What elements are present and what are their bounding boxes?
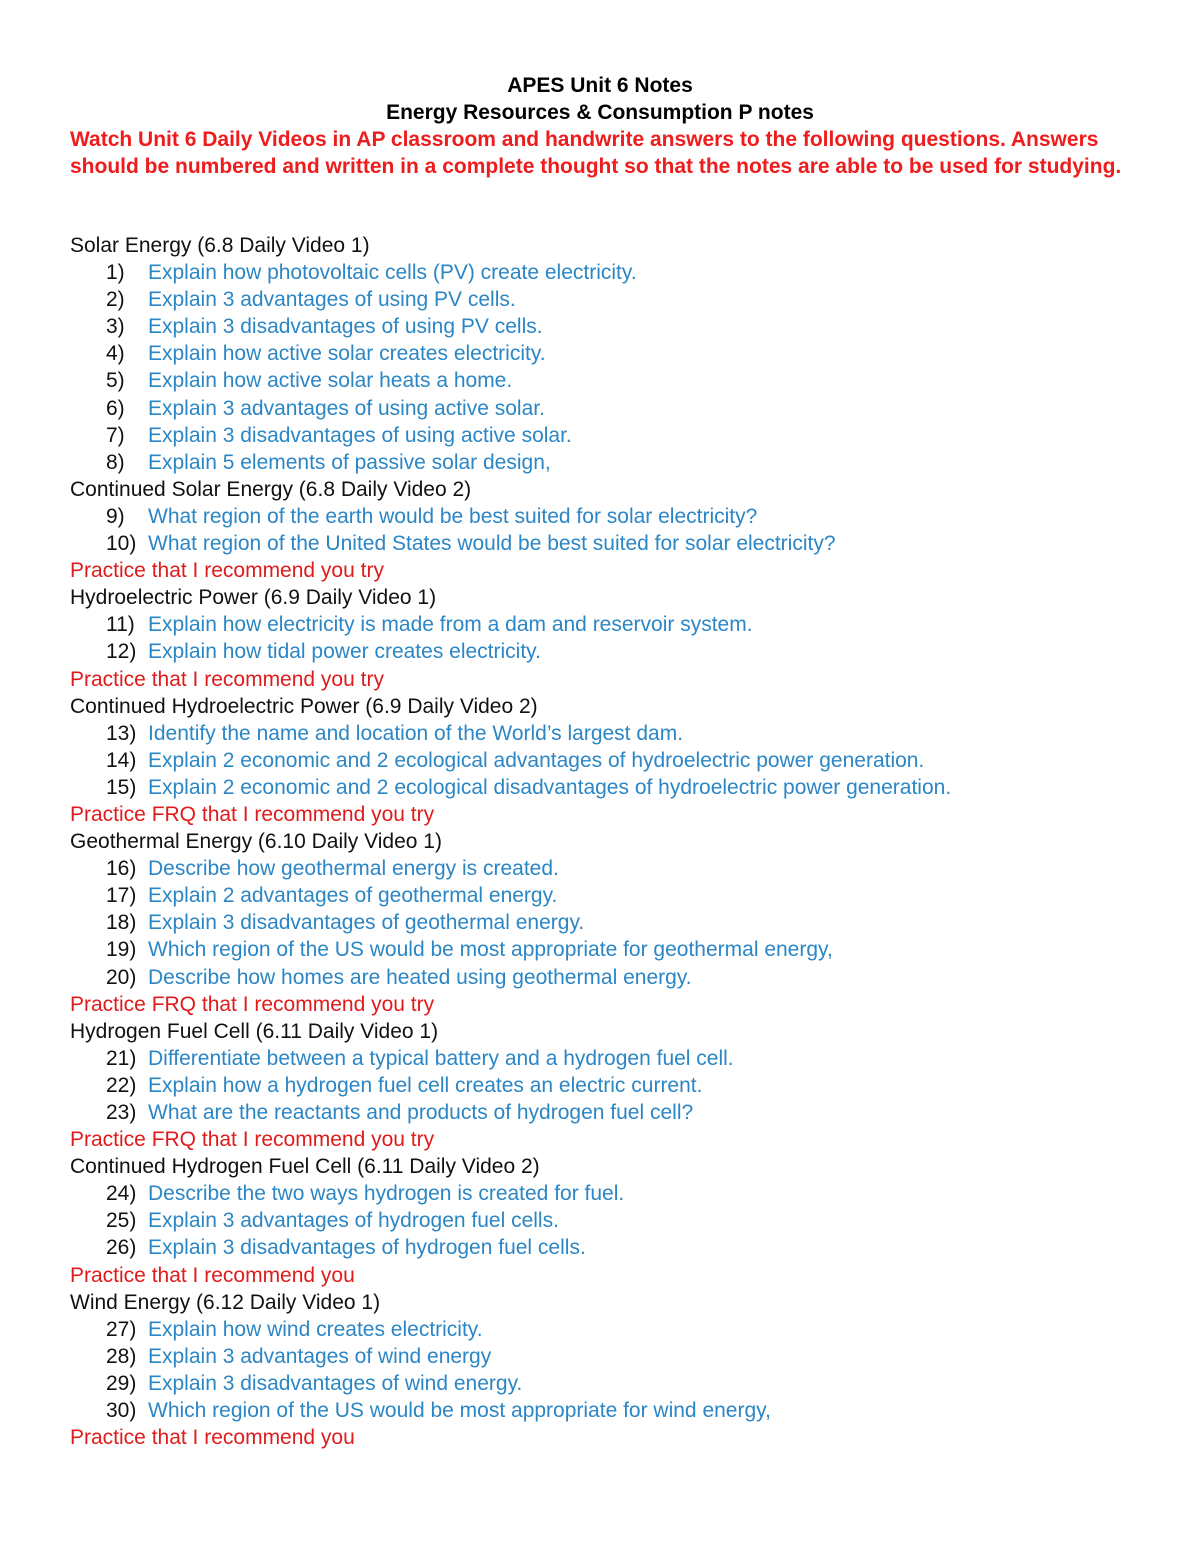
question-item xyxy=(70,313,1160,340)
question-text: Explain 3 disadvantages of hydrogen fuel cells. xyxy=(148,1236,586,1260)
section-heading: Hydrogen Fuel Cell (6.11 Daily Video 1) xyxy=(70,1019,439,1043)
question-number: 25) xyxy=(106,1209,137,1233)
question-item xyxy=(70,611,1160,638)
question-number: 17) xyxy=(106,884,137,908)
practice-note: Practice FRQ that I recommend you try xyxy=(70,802,435,826)
question-number: 14) xyxy=(106,748,137,772)
question-text: Describe the two ways hydrogen is created for fuel. xyxy=(148,1182,625,1206)
question-text: Which region of the US would be most appropriate for geothermal energy, xyxy=(148,938,833,962)
question-text: Explain 3 disadvantages of using active solar. xyxy=(148,423,572,447)
section-heading: Continued Hydrogen Fuel Cell (6.11 Daily Video 2) xyxy=(70,1155,540,1179)
practice-note: Practice that I recommend you try xyxy=(70,667,384,691)
question-number: 7) xyxy=(106,423,125,447)
notes-list xyxy=(70,232,1160,1451)
question-item xyxy=(70,964,1160,991)
question-number: 22) xyxy=(106,1073,137,1097)
question-number: 28) xyxy=(106,1344,137,1368)
question-item xyxy=(70,1045,1160,1072)
question-item xyxy=(70,720,1160,747)
question-item xyxy=(70,422,1160,449)
question-text: Explain how tidal power creates electricity. xyxy=(148,640,541,664)
question-number: 16) xyxy=(106,857,137,881)
question-number: 30) xyxy=(106,1399,137,1423)
question-text: Explain 2 economic and 2 ecological disadvantages of hydroelectric power generation. xyxy=(148,775,952,799)
question-text: Explain how photovoltaic cells (PV) create electricity. xyxy=(148,261,637,285)
question-text: Describe how homes are heated using geothermal energy. xyxy=(148,965,692,989)
question-item xyxy=(70,1072,1160,1099)
question-item xyxy=(70,1180,1160,1207)
question-item xyxy=(70,395,1160,422)
question-number: 12) xyxy=(106,640,137,664)
question-item xyxy=(70,1397,1160,1424)
question-text: Explain 3 advantages of using PV cells. xyxy=(148,288,516,312)
question-number: 24) xyxy=(106,1182,137,1206)
question-text: What are the reactants and products of hydrogen fuel cell? xyxy=(148,1101,694,1124)
document-title: APES Unit 6 Notes xyxy=(507,74,693,97)
question-text: Describe how geothermal energy is created. xyxy=(148,857,559,881)
practice-note: Practice that I recommend you try xyxy=(70,559,384,583)
question-number: 13) xyxy=(106,721,137,745)
question-number: 9) xyxy=(106,504,125,528)
question-text: Explain 3 advantages of using active solar. xyxy=(148,396,545,420)
question-item xyxy=(70,1316,1160,1343)
question-text: Explain how active solar heats a home. xyxy=(148,369,513,393)
instructions-text: Watch Unit 6 Daily Videos in AP classroom and handwrite answers to the following questions. Answers should be numbered and written in a complete thought so that the notes are able to be used for studying. xyxy=(70,128,1122,178)
question-number: 4) xyxy=(106,342,125,366)
question-text: Identify the name and location of the World’s largest dam. xyxy=(148,721,684,745)
question-item xyxy=(70,286,1160,313)
question-text: Explain 3 advantages of hydrogen fuel cells. xyxy=(148,1209,559,1233)
question-item xyxy=(70,1370,1160,1397)
question-item xyxy=(70,503,1160,530)
question-text: Explain 5 elements of passive solar design, xyxy=(148,450,551,474)
question-item xyxy=(70,367,1160,394)
question-item xyxy=(70,1343,1160,1370)
section-heading: Solar Energy (6.8 Daily Video 1) xyxy=(70,234,370,257)
question-item xyxy=(70,340,1160,367)
question-item xyxy=(70,449,1160,476)
question-number: 1) xyxy=(106,261,125,285)
practice-note: Practice that I recommend you xyxy=(70,1263,355,1287)
practice-note: Practice FRQ that I recommend you try xyxy=(70,992,435,1016)
question-text: Which region of the US would be most appropriate for wind energy, xyxy=(148,1399,771,1423)
question-text: Explain 3 advantages of wind energy xyxy=(148,1344,492,1368)
question-item xyxy=(70,747,1160,774)
question-number: 29) xyxy=(106,1371,137,1395)
question-number: 15) xyxy=(106,775,137,799)
section-heading: Hydroelectric Power (6.9 Daily Video 1) xyxy=(70,586,437,610)
question-text: Explain how electricity is made from a dam and reservoir system. xyxy=(148,613,753,637)
question-item xyxy=(70,882,1160,909)
question-text: Explain how a hydrogen fuel cell creates an electric current. xyxy=(148,1073,703,1097)
practice-note: Practice FRQ that I recommend you try xyxy=(70,1128,435,1152)
document-subtitle: Energy Resources & Consumption P notes xyxy=(386,101,814,124)
question-text: Explain 2 advantages of geothermal energy. xyxy=(148,884,558,908)
section-heading: Continued Hydroelectric Power (6.9 Daily Video 2) xyxy=(70,694,538,718)
question-text: Explain how wind creates electricity. xyxy=(148,1317,483,1341)
question-text: What region of the earth would be best suited for solar electricity? xyxy=(148,504,758,528)
question-item xyxy=(70,1234,1160,1261)
question-number: 5) xyxy=(106,369,125,393)
question-number: 21) xyxy=(106,1046,137,1070)
section-heading: Geothermal Energy (6.10 Daily Video 1) xyxy=(70,830,442,854)
question-number: 8) xyxy=(106,450,125,474)
question-text: Explain how active solar creates electricity. xyxy=(148,342,546,366)
question-number: 27) xyxy=(106,1317,137,1341)
question-item xyxy=(70,259,1160,286)
question-item xyxy=(70,1207,1160,1234)
question-item xyxy=(70,936,1160,963)
question-number: 26) xyxy=(106,1236,137,1260)
section-heading: Continued Solar Energy (6.8 Daily Video 2) xyxy=(70,477,472,501)
question-text: Explain 3 disadvantages of geothermal energy. xyxy=(148,911,585,935)
question-number: 6) xyxy=(106,396,125,420)
question-text: Explain 3 disadvantages of using PV cells. xyxy=(148,315,543,339)
question-number: 18) xyxy=(106,911,137,935)
practice-note: Practice that I recommend you xyxy=(70,1426,355,1450)
question-number: 10) xyxy=(106,532,137,556)
question-number: 23) xyxy=(106,1101,137,1124)
question-item xyxy=(70,1099,1160,1126)
section-heading: Wind Energy (6.12 Daily Video 1) xyxy=(70,1290,381,1314)
question-number: 3) xyxy=(106,315,125,339)
question-item xyxy=(70,638,1160,665)
question-text: What region of the United States would be best suited for solar electricity? xyxy=(148,532,836,556)
question-item xyxy=(70,530,1160,557)
question-number: 20) xyxy=(106,965,137,989)
question-item xyxy=(70,774,1160,801)
question-number: 11) xyxy=(106,613,135,637)
question-text: Explain 2 economic and 2 ecological advantages of hydroelectric power generation. xyxy=(148,748,925,772)
question-number: 2) xyxy=(106,288,125,312)
question-text: Explain 3 disadvantages of wind energy. xyxy=(148,1371,523,1395)
question-item xyxy=(70,909,1160,936)
question-text: Differentiate between a typical battery and a hydrogen fuel cell. xyxy=(148,1046,734,1070)
question-number: 19) xyxy=(106,938,137,962)
question-item xyxy=(70,855,1160,882)
